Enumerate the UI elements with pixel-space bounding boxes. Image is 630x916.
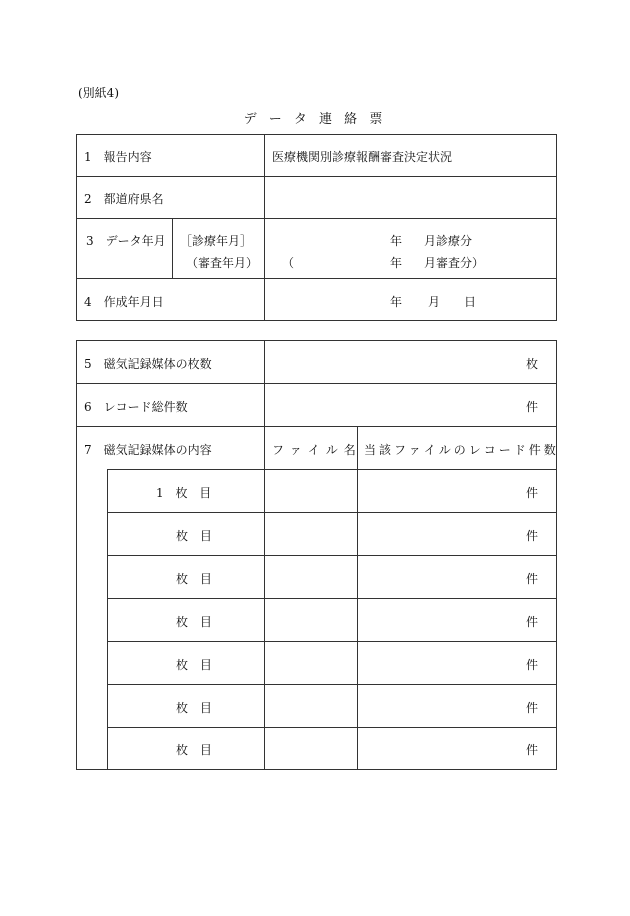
created-date-label: 4 作成年月日 [84, 295, 164, 309]
report-content-label: 1 報告内容 [84, 150, 152, 164]
media-count-label: 5 磁気記録媒体の枚数 [84, 357, 212, 371]
file-name-header: ファイル名 [272, 443, 362, 457]
created-year-unit: 年 [390, 295, 403, 309]
prefecture-field[interactable] [268, 180, 554, 216]
treatment-month-unit: 月診療分 [424, 234, 473, 248]
review-year-unit: 年 [390, 256, 403, 270]
treatment-year-unit: 年 [390, 234, 403, 248]
paren-open: （ [282, 256, 295, 270]
document-title: デ ー タ 連 絡 票 [243, 112, 387, 127]
data-year-month-label: 3 データ年月 [86, 234, 166, 248]
created-day-unit: 日 [464, 295, 477, 309]
attachment-label: (別紙4) [78, 86, 119, 100]
media-row-label: 枚 目 [176, 743, 216, 757]
media-row-label: 枚 目 [176, 658, 216, 672]
total-records-label: 6 レコード総件数 [84, 400, 188, 414]
media-row-label: 枚 目 [176, 572, 216, 586]
review-year-month-label: （審査年月） [186, 256, 259, 270]
record-count-header: 当該ファイルのレコード件数 [364, 443, 559, 457]
media-row-label: 1 枚 目 [156, 486, 216, 500]
media-count-unit: 枚 [526, 357, 539, 371]
media-row-unit: 件 [526, 529, 539, 543]
media-row-unit: 件 [526, 572, 539, 586]
review-month-unit: 月審査分） [424, 256, 485, 270]
media-row-unit: 件 [526, 486, 539, 500]
treatment-year-month-label: ［診療年月］ [180, 234, 253, 248]
report-content-value: 医療機関別診療報酬審査決定状況 [272, 150, 453, 164]
created-month-unit: 月 [428, 295, 441, 309]
media-content-label: 7 磁気記録媒体の内容 [84, 443, 212, 457]
media-row-label: 枚 目 [176, 615, 216, 629]
media-row-unit: 件 [526, 743, 539, 757]
media-row-label: 枚 目 [176, 529, 216, 543]
prefecture-label: 2 都道府県名 [84, 192, 164, 206]
total-records-unit: 件 [526, 400, 539, 414]
media-row-unit: 件 [526, 615, 539, 629]
media-row-label: 枚 目 [176, 701, 216, 715]
media-row-unit: 件 [526, 658, 539, 672]
media-row-unit: 件 [526, 701, 539, 715]
